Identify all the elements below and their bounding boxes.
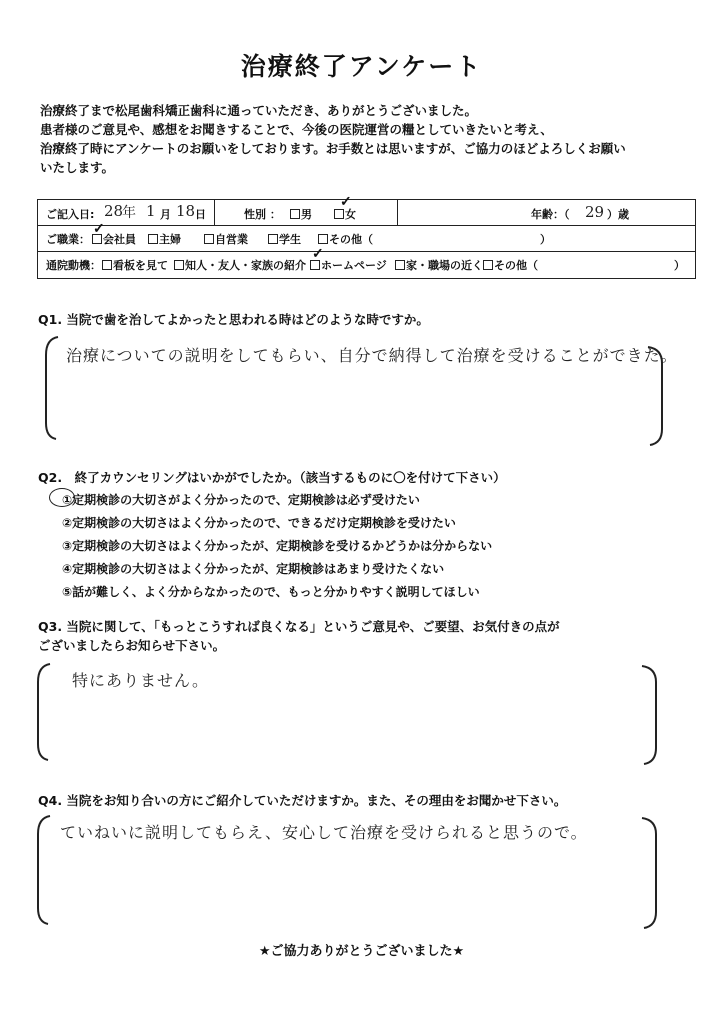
checkbox-icon[interactable] <box>268 234 278 244</box>
q2-option-5[interactable]: ⑤話が難しく、よく分からなかったので、もっと分かりやすく説明してほしい <box>62 585 480 599</box>
intro-text <box>40 101 690 177</box>
motive-option-referral[interactable]: 知人・友人・家族の紹介 <box>172 257 306 273</box>
checkmark-icon: ✓ <box>312 246 324 262</box>
gender-cell <box>214 194 398 225</box>
checkbox-icon[interactable] <box>102 260 112 270</box>
motive-option-sign[interactable]: 看板を見て <box>100 257 168 273</box>
checkbox-icon[interactable] <box>395 260 405 270</box>
right-bracket <box>642 666 656 764</box>
age-value[interactable]: 29 <box>585 203 605 221</box>
occupation-option-company[interactable]: 会社員 <box>90 231 136 247</box>
date-month-unit: 月 <box>160 208 171 221</box>
question-4: Q4. 当院をお知り合いの方にご紹介していただけますか。また、その理由をお聞かせ下さい。 <box>38 793 567 808</box>
intro-line: 治療終了時にアンケートのお願いをしております。お手数とは思いますが、ご協力のほどよろしくお願い <box>40 141 626 156</box>
q2-option-3[interactable]: ③定期検診の大切さはよく分かったが、定期検診を受けるかどうかは分からない <box>62 539 493 553</box>
checkbox-icon[interactable] <box>148 234 158 244</box>
info-row-motive <box>38 246 695 277</box>
question-2: Q2. 終了カウンセリングはいかがでしたか。（該当するものに〇を付けて下さい） <box>38 470 506 485</box>
checkbox-icon[interactable] <box>318 234 328 244</box>
date-label: ご記入日: <box>46 208 95 221</box>
occupation-option-other[interactable]: その他（ <box>316 231 373 247</box>
date-year-value[interactable]: 28 <box>104 202 124 220</box>
page-title: 治療終了アンケート <box>240 52 483 81</box>
checkbox-icon[interactable] <box>334 209 344 219</box>
occupation-label: ご職業： <box>46 233 90 246</box>
intro-line: いたします。 <box>40 160 115 175</box>
left-bracket <box>38 664 50 760</box>
intro-line: 患者様のご意見や、感想をお聞きすることで、今後の医院運営の糧としていきたいと考え、 <box>40 122 553 137</box>
footer-thanks: ★ご協力ありがとうございました★ <box>258 944 465 959</box>
intro-line: 治療終了まで松尾歯科矯正歯科に通っていただき、ありがとうございました。 <box>40 103 478 118</box>
q2-option-1[interactable]: ①定期検診の大切さがよく分かったので、定期検診は必ず受けたい <box>62 493 420 507</box>
info-row-date <box>38 194 695 226</box>
date-cell <box>38 200 215 225</box>
checkmark-icon: ✓ <box>93 221 105 237</box>
right-bracket <box>642 818 656 928</box>
date-day-unit: 日 <box>195 208 206 221</box>
patient-info-box <box>37 194 696 279</box>
motive-option-near-home[interactable]: 家・職場の近く <box>393 257 483 273</box>
occupation-option-student[interactable]: 学生 <box>266 231 301 247</box>
answer-4-text[interactable]: ていねいに説明してもらえ、安心して治療を受けられると思うので。 <box>60 823 588 842</box>
answer-3-text[interactable]: 特にありません。 <box>72 671 209 690</box>
left-bracket <box>38 816 50 924</box>
age-cell <box>397 200 695 225</box>
age-unit: ）歳 <box>607 208 629 221</box>
checkbox-icon[interactable] <box>483 260 493 270</box>
answer-1-text[interactable]: 治療についての説明をしてもらい、自分で納得して治療を受けることができた。 <box>66 346 678 365</box>
question-3-line-2: ございましたらお知らせ下さい。 <box>38 638 226 653</box>
occupation-option-self-employed[interactable]: 自営業 <box>202 231 248 247</box>
gender-male-option[interactable]: 男 <box>288 206 312 222</box>
info-row-occupation <box>38 221 695 252</box>
date-month-value[interactable]: 1 <box>146 202 156 220</box>
question-3-line-1: Q3. 当院に関して、「もっとこうすれば良くなる」というご意見や、ご要望、お気付きの点が <box>38 619 560 634</box>
motive-option-homepage[interactable]: ホームページ <box>308 257 387 273</box>
motive-other-close: ） <box>674 259 685 272</box>
age-label: 年齢：（ <box>531 208 570 221</box>
date-day-value[interactable]: 18 <box>176 202 196 220</box>
q2-option-4[interactable]: ④定期検診の大切さはよく分かったが、定期検診はあまり受けたくない <box>62 562 445 576</box>
checkbox-icon[interactable] <box>204 234 214 244</box>
checkbox-icon[interactable] <box>290 209 300 219</box>
checkmark-icon: ✓ <box>340 194 352 210</box>
left-bracket <box>46 337 58 439</box>
question-1: Q1. 当院で歯を治してよかったと思われる時はどのような時ですか。 <box>38 312 429 327</box>
motive-label: 通院動機： <box>46 259 101 272</box>
motive-option-other[interactable]: その他（ <box>481 257 538 273</box>
occupation-other-close: ） <box>540 233 551 246</box>
date-year-unit: 年 <box>122 205 136 221</box>
checkbox-icon[interactable] <box>174 260 184 270</box>
q2-option-2[interactable]: ②定期検診の大切さはよく分かったので、できるだけ定期検診を受けたい <box>62 516 456 530</box>
gender-label: 性別 ： <box>244 208 281 221</box>
occupation-option-housewife[interactable]: 主婦 <box>146 231 181 247</box>
gender-female-option[interactable]: 女 <box>332 206 356 222</box>
